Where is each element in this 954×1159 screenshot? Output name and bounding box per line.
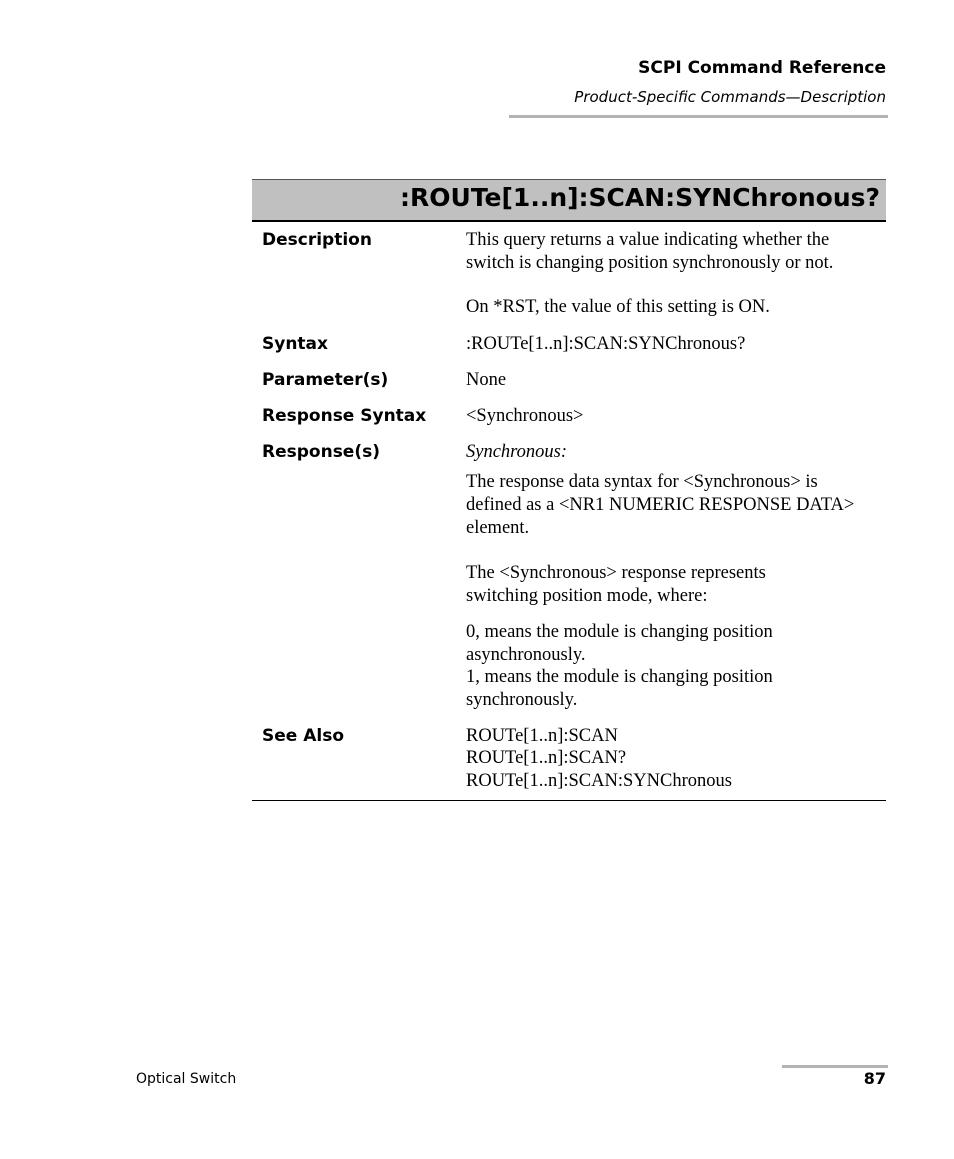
description-label: Description [262, 230, 372, 250]
see-also-link: ROUTe[1..n]:SCAN [466, 726, 618, 746]
description-line: switch is changing position synchronously or not. [466, 253, 834, 273]
response-line: 1, means the module is changing position [466, 667, 773, 687]
response-line: element. [466, 518, 530, 538]
command-banner [252, 179, 886, 222]
description-rst-note: On *RST, the value of this setting is ON. [466, 297, 770, 317]
parameters-label: Parameter(s) [262, 370, 389, 390]
response-syntax-label: Response Syntax [262, 406, 427, 426]
syntax-value: :ROUTe[1..n]:SCAN:SYNChronous? [466, 334, 746, 354]
parameters-value: None [466, 370, 507, 390]
response-line: 0, means the module is changing position [466, 622, 773, 642]
response-line: The response data syntax for <Synchronous> is [466, 472, 818, 492]
footer-document-name: Optical Switch [136, 1071, 237, 1087]
response-line: defined as a <NR1 NUMERIC RESPONSE DATA> [466, 495, 855, 515]
response-param-name: Synchronous: [466, 442, 568, 462]
response-line: synchronously. [466, 690, 578, 710]
header-divider [509, 115, 888, 118]
response-line: switching position mode, where: [466, 586, 708, 606]
response-line: asynchronously. [466, 645, 586, 665]
table-bottom-divider [252, 800, 886, 801]
running-header-subtitle: Product-Specific Commands—Description [574, 88, 886, 106]
response-syntax-value: <Synchronous> [466, 406, 584, 426]
footer-divider [782, 1065, 888, 1068]
response-line: The <Synchronous> response represents [466, 563, 766, 583]
responses-label: Response(s) [262, 442, 380, 462]
running-header-title: SCPI Command Reference [638, 58, 886, 78]
see-also-link: ROUTe[1..n]:SCAN? [466, 748, 627, 768]
command-title: :ROUTe[1..n]:SCAN:SYNChronous? [400, 183, 880, 212]
see-also-link: ROUTe[1..n]:SCAN:SYNChronous [466, 771, 732, 791]
page-number: 87 [863, 1069, 886, 1088]
see-also-label: See Also [262, 726, 345, 746]
syntax-label: Syntax [262, 334, 328, 354]
description-line: This query returns a value indicating whether the [466, 230, 830, 250]
